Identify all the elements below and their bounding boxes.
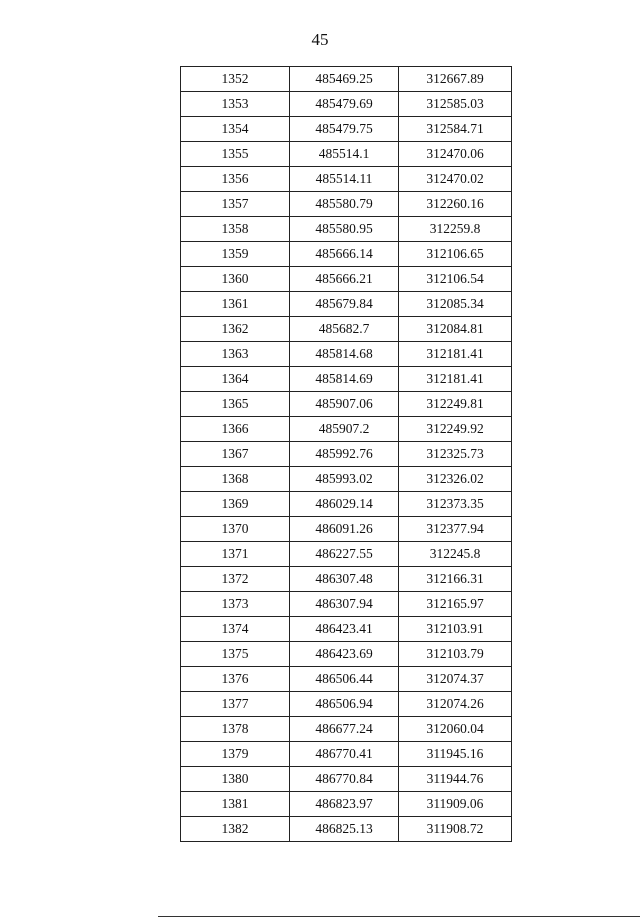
table-row: [181, 342, 512, 367]
y-coordinate-cell: 312373.35: [399, 492, 512, 517]
x-coordinate-cell: 486029.14: [290, 492, 399, 517]
point-number-cell: 1375: [181, 642, 290, 667]
x-coordinate-cell: 485479.75: [290, 117, 399, 142]
point-number-cell: 1367: [181, 442, 290, 467]
point-number-cell: 1368: [181, 467, 290, 492]
point-number-cell: 1353: [181, 92, 290, 117]
point-number-cell: 1372: [181, 567, 290, 592]
y-coordinate-cell: 312249.92: [399, 417, 512, 442]
x-coordinate-cell: 486423.69: [290, 642, 399, 667]
table-body: [181, 67, 512, 842]
table-row: [181, 392, 512, 417]
table-row: [181, 367, 512, 392]
y-coordinate-cell: 312085.34: [399, 292, 512, 317]
table-row: [181, 142, 512, 167]
x-coordinate-cell: 485682.7: [290, 317, 399, 342]
point-number-cell: 1364: [181, 367, 290, 392]
table-row: [181, 717, 512, 742]
x-coordinate-cell: 485469.25: [290, 67, 399, 92]
y-coordinate-cell: 312259.8: [399, 217, 512, 242]
table-row: [181, 567, 512, 592]
y-coordinate-cell: 312245.8: [399, 542, 512, 567]
x-coordinate-cell: 486227.55: [290, 542, 399, 567]
table-row: [181, 467, 512, 492]
x-coordinate-cell: 486823.97: [290, 792, 399, 817]
y-coordinate-cell: 312103.79: [399, 642, 512, 667]
point-number-cell: 1376: [181, 667, 290, 692]
table-row: [181, 292, 512, 317]
x-coordinate-cell: 485992.76: [290, 442, 399, 467]
y-coordinate-cell: 312667.89: [399, 67, 512, 92]
point-number-cell: 1369: [181, 492, 290, 517]
x-coordinate-cell: 486506.94: [290, 692, 399, 717]
x-coordinate-cell: 485514.11: [290, 167, 399, 192]
point-number-cell: 1378: [181, 717, 290, 742]
point-number-cell: 1356: [181, 167, 290, 192]
y-coordinate-cell: 312103.91: [399, 617, 512, 642]
table-row: [181, 492, 512, 517]
point-number-cell: 1363: [181, 342, 290, 367]
x-coordinate-cell: 486677.24: [290, 717, 399, 742]
y-coordinate-cell: 312181.41: [399, 367, 512, 392]
table-row: [181, 792, 512, 817]
x-coordinate-cell: 486423.41: [290, 617, 399, 642]
coordinates-table: [180, 66, 512, 842]
table-row: [181, 592, 512, 617]
page-number: 45: [311, 30, 329, 49]
table-row: [181, 317, 512, 342]
x-coordinate-cell: 486770.84: [290, 767, 399, 792]
table-row: [181, 617, 512, 642]
point-number-cell: 1365: [181, 392, 290, 417]
point-number-cell: 1374: [181, 617, 290, 642]
y-coordinate-cell: 312106.54: [399, 267, 512, 292]
point-number-cell: 1371: [181, 542, 290, 567]
table-row: [181, 692, 512, 717]
x-coordinate-cell: 485666.14: [290, 242, 399, 267]
x-coordinate-cell: 485479.69: [290, 92, 399, 117]
y-coordinate-cell: 312325.73: [399, 442, 512, 467]
x-coordinate-cell: 485580.95: [290, 217, 399, 242]
point-number-cell: 1355: [181, 142, 290, 167]
point-number-cell: 1354: [181, 117, 290, 142]
point-number-cell: 1362: [181, 317, 290, 342]
point-number-cell: 1352: [181, 67, 290, 92]
y-coordinate-cell: 312584.71: [399, 117, 512, 142]
y-coordinate-cell: 312106.65: [399, 242, 512, 267]
y-coordinate-cell: 312249.81: [399, 392, 512, 417]
table-row: [181, 542, 512, 567]
point-number-cell: 1373: [181, 592, 290, 617]
y-coordinate-cell: 312074.37: [399, 667, 512, 692]
table-row: [181, 242, 512, 267]
table-row: [181, 742, 512, 767]
point-number-cell: 1361: [181, 292, 290, 317]
table-row: [181, 92, 512, 117]
y-coordinate-cell: 312260.16: [399, 192, 512, 217]
y-coordinate-cell: 312074.26: [399, 692, 512, 717]
point-number-cell: 1359: [181, 242, 290, 267]
x-coordinate-cell: 485814.68: [290, 342, 399, 367]
table-row: [181, 267, 512, 292]
x-coordinate-cell: 485580.79: [290, 192, 399, 217]
y-coordinate-cell: 312165.97: [399, 592, 512, 617]
table-row: [181, 517, 512, 542]
y-coordinate-cell: 312326.02: [399, 467, 512, 492]
table-row: [181, 642, 512, 667]
x-coordinate-cell: 486307.48: [290, 567, 399, 592]
table-row: [181, 667, 512, 692]
x-coordinate-cell: 485666.21: [290, 267, 399, 292]
y-coordinate-cell: 312470.02: [399, 167, 512, 192]
table-row: [181, 67, 512, 92]
y-coordinate-cell: 311944.76: [399, 767, 512, 792]
x-coordinate-cell: 486307.94: [290, 592, 399, 617]
x-coordinate-cell: 485814.69: [290, 367, 399, 392]
y-coordinate-cell: 312470.06: [399, 142, 512, 167]
y-coordinate-cell: 312060.04: [399, 717, 512, 742]
point-number-cell: 1366: [181, 417, 290, 442]
x-coordinate-cell: 486825.13: [290, 817, 399, 842]
y-coordinate-cell: 311945.16: [399, 742, 512, 767]
x-coordinate-cell: 485679.84: [290, 292, 399, 317]
y-coordinate-cell: 312166.31: [399, 567, 512, 592]
table-row: [181, 442, 512, 467]
point-number-cell: 1370: [181, 517, 290, 542]
table-row: [181, 217, 512, 242]
y-coordinate-cell: 312084.81: [399, 317, 512, 342]
x-coordinate-cell: 486091.26: [290, 517, 399, 542]
table-row: [181, 767, 512, 792]
table-row: [181, 817, 512, 842]
point-number-cell: 1360: [181, 267, 290, 292]
point-number-cell: 1357: [181, 192, 290, 217]
point-number-cell: 1377: [181, 692, 290, 717]
y-coordinate-cell: 312377.94: [399, 517, 512, 542]
x-coordinate-cell: 486770.41: [290, 742, 399, 767]
y-coordinate-cell: 311908.72: [399, 817, 512, 842]
point-number-cell: 1381: [181, 792, 290, 817]
y-coordinate-cell: 312585.03: [399, 92, 512, 117]
y-coordinate-cell: 311909.06: [399, 792, 512, 817]
x-coordinate-cell: 485907.06: [290, 392, 399, 417]
table-row: [181, 192, 512, 217]
point-number-cell: 1358: [181, 217, 290, 242]
table-row: [181, 417, 512, 442]
bottom-rule: [158, 916, 640, 917]
y-coordinate-cell: 312181.41: [399, 342, 512, 367]
table-row: [181, 117, 512, 142]
x-coordinate-cell: 486506.44: [290, 667, 399, 692]
point-number-cell: 1380: [181, 767, 290, 792]
point-number-cell: 1382: [181, 817, 290, 842]
x-coordinate-cell: 485907.2: [290, 417, 399, 442]
x-coordinate-cell: 485993.02: [290, 467, 399, 492]
table-row: [181, 167, 512, 192]
point-number-cell: 1379: [181, 742, 290, 767]
x-coordinate-cell: 485514.1: [290, 142, 399, 167]
